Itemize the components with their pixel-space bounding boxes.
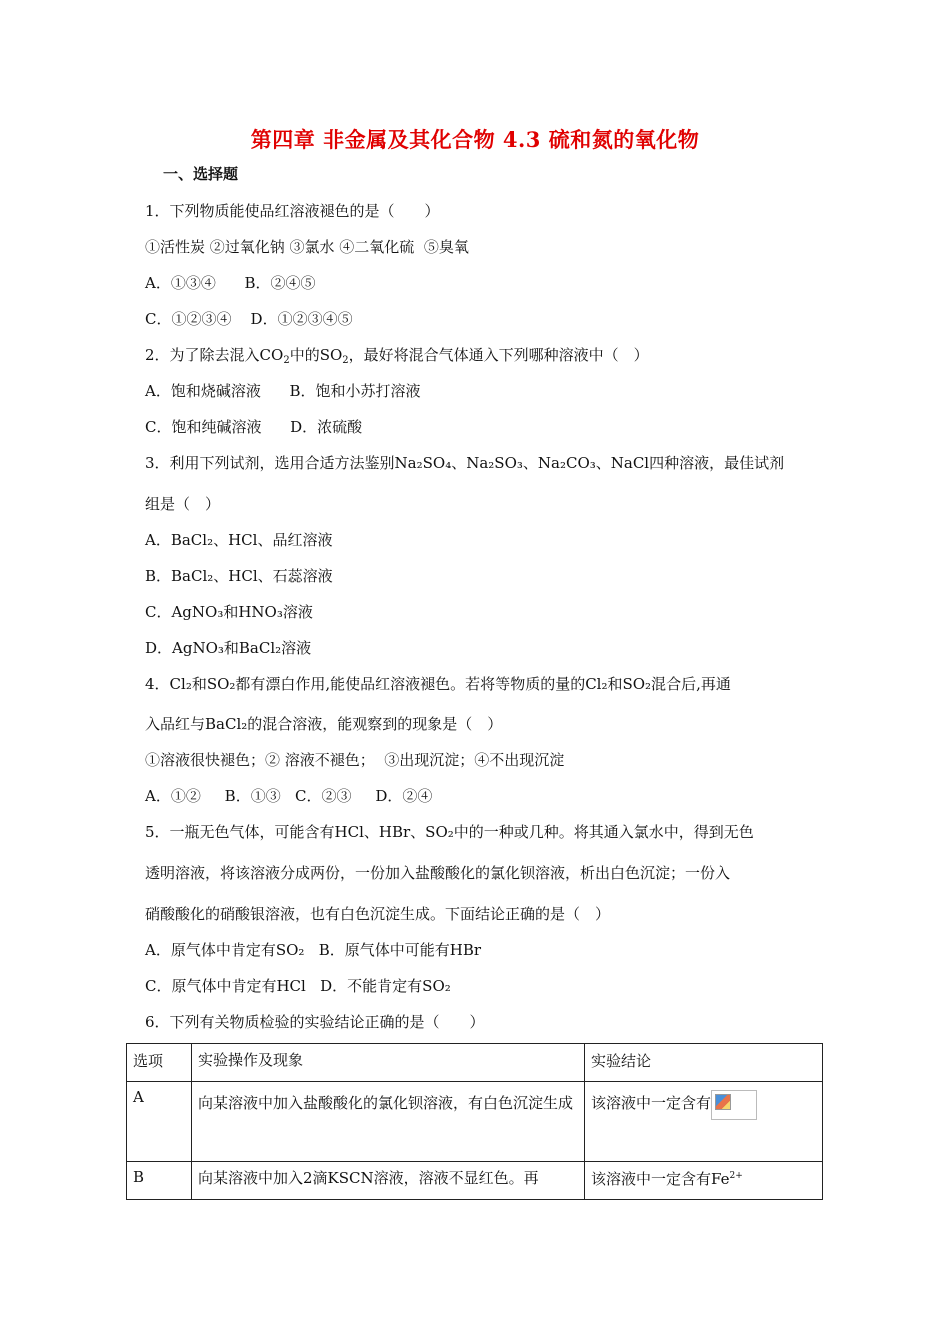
row-a-conclusion: 该溶液中一定含有 [585, 1082, 823, 1162]
broken-image-icon [711, 1090, 757, 1120]
row-b-option: B [127, 1162, 192, 1200]
header-conclusion: 实验结论 [585, 1044, 823, 1082]
q6-table [126, 1043, 823, 1200]
row-a-operation: 向某溶液中加入盐酸酸化的氯化钡溶液，有白色沉淀生成 [192, 1082, 585, 1162]
q5-options-ab: A．原气体中肯定有SO₂ B．原气体中可能有HBr [145, 941, 482, 959]
section-heading: 一、选择题 [163, 165, 239, 183]
q5-options-cd: C．原气体中肯定有HCl D．不能肯定有SO₂ [145, 977, 451, 995]
q5-stem-line3: 硝酸酸化的硝酸银溶液，也有白色沉淀生成。下面结论正确的是（ ） [145, 905, 611, 923]
table-header-row [127, 1044, 823, 1082]
table-row [127, 1082, 823, 1162]
q3-stem-line1: 3．利用下列试剂，选用合适方法鉴别Na₂SO₄、Na₂SO₃、Na₂CO₃、NaCl四种溶液，最佳试剂 [145, 454, 785, 472]
row-b-operation: 向某溶液中加入2滴KSCN溶液，溶液不显红色。再 [192, 1162, 585, 1200]
q1-options-ab: A．①③④ B．②④⑤ [145, 274, 316, 292]
table-row [127, 1162, 823, 1200]
page-title: 第四章 非金属及其化合物 4.3 硫和氮的氧化物 [250, 127, 700, 152]
q3-stem-line2: 组是（ ） [145, 495, 221, 513]
q5-stem-line1: 5．一瓶无色气体，可能含有HCl、HBr、SO₂中的一种或几种。将其通入氯水中，得到无色 [145, 823, 754, 841]
q3-option-a: A．BaCl₂、HCl、品红溶液 [145, 531, 333, 549]
row-a-option: A [127, 1082, 192, 1162]
q1-items: ①活性炭 ②过氧化钠 ③氯水 ④二氧化硫 ⑤臭氧 [145, 238, 469, 256]
q1-options-cd: C．①②③④ D．①②③④⑤ [145, 310, 353, 328]
q2-options-ab: A．饱和烧碱溶液 B．饱和小苏打溶液 [145, 382, 421, 400]
q2-options-cd: C．饱和纯碱溶液 D．浓硫酸 [145, 418, 363, 436]
q3-option-b: B．BaCl₂、HCl、石蕊溶液 [145, 567, 333, 585]
q3-option-d: D．AgNO₃和BaCl₂溶液 [145, 639, 312, 657]
q4-options: A．①② B．①③ C．②③ D．②④ [145, 787, 433, 805]
header-operation: 实验操作及现象 [192, 1044, 585, 1082]
q6-stem: 6．下列有关物质检验的实验结论正确的是（ ） [145, 1013, 485, 1031]
q5-stem-line2: 透明溶液，将该溶液分成两份，一份加入盐酸酸化的氯化钡溶液，析出白色沉淀；一份入 [145, 864, 731, 882]
row-b-conclusion: 该溶液中一定含有$Fe^{2+}$ [585, 1162, 823, 1200]
header-option: 选项 [127, 1044, 192, 1082]
q4-stem-line2: 入品红与BaCl₂的混合溶液，能观察到的现象是（ ） [145, 715, 503, 733]
q1-stem: 1．下列物质能使品红溶液褪色的是（ ） [145, 202, 440, 220]
q4-stem-line1: 4．Cl₂和SO₂都有漂白作用,能使品红溶液褪色。若将等物质的量的Cl₂和SO₂混合后,再通 [145, 675, 731, 693]
q3-option-c: C．AgNO₃和HNO₃溶液 [145, 603, 313, 621]
q4-items: ①溶液很快褪色；② 溶液不褪色； ③出现沉淀；④不出现沉淀 [145, 751, 565, 769]
q2-stem: 2．为了除去混入$CO_2$中的$SO_2$，最好将混合气体通入下列哪种溶液中（ ） [145, 346, 649, 366]
